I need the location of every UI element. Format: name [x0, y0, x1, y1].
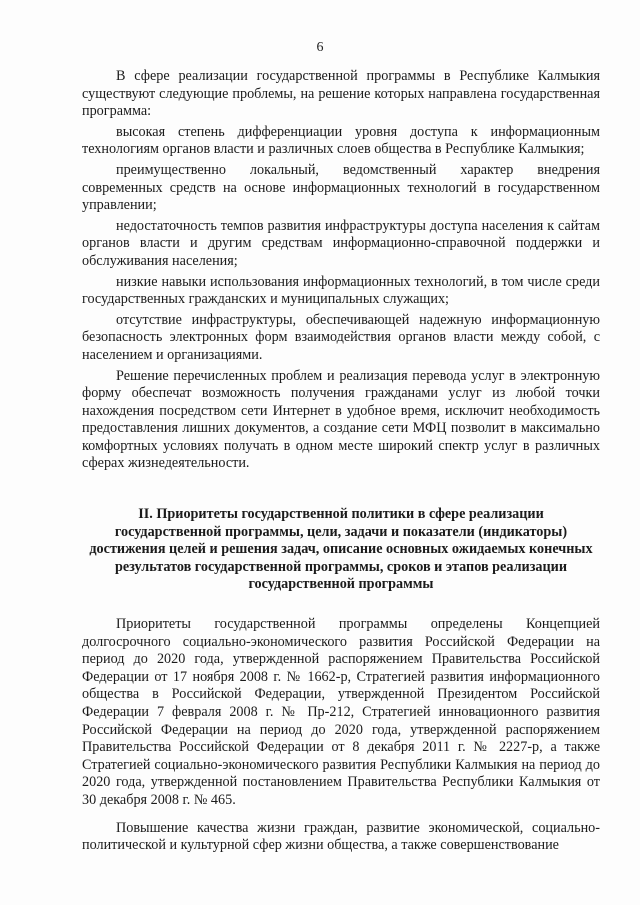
- priorities-paragraph: Приоритеты государственной программы определены Концепцией долгосрочного социально-экономического развития Российской Федерации на период до 2020 года, утвержденной распоряжением Правительства Российской Федерации от 17 ноября 2008 г. № 1662-р, Стратегией развития информационного общества в Российской Федерации, утвержденной Президентом Российской Федерации 7 февраля 2008 г. № Пр-212, Стратегией инновационного развития Российской Федерации на период до 2020 года, утвержденной распоряжением Правительства Российской Федерации от 8 декабря 2011 г. № 2227-р, а также Стратегией социально-экономического развития Республики Калмыкия на период до 2020 года, утвержденной постановлением Правительства Республики Калмыкия от 30 декабря 2008 г. № 465.: [82, 616, 600, 808]
- page-number: 6: [316, 40, 324, 55]
- problem-item: недостаточность темпов развития инфраструктуры доступа населения к сайтам органов власти и другим средствам информационно-справочной поддержки и обслуживания населения;: [82, 217, 600, 269]
- section-heading: II. Приоритеты государственной политики в сфере реализации государственной программы, цели, задачи и показатели (индикаторы) достижения целей и решения задач, описание основных ожидаемых конечных результатов государственной программы, сроков и этапов реализации государственной программы: [89, 506, 593, 593]
- problems-section: [82, 68, 600, 473]
- problem-item: преимущественно локальный, ведомственный характер внедрения современных средств на основе информационных технологий в государственном управлении;: [82, 161, 600, 214]
- priorities-section: [82, 616, 600, 855]
- page-content: [82, 68, 600, 855]
- quality-of-life-paragraph: Повышение качества жизни граждан, развитие экономической, социально-политической и культурной сфер жизни общества, а также совершенствование: [82, 819, 600, 854]
- problem-item: низкие навыки использования информационных технологий, в том числе среди государственных гражданских и муниципальных служащих;: [82, 273, 600, 308]
- intro-paragraph: В сфере реализации государственной программы в Республике Калмыкия существуют следующие проблемы, на решение которых направлена государственная программа:: [82, 68, 600, 120]
- problem-item: отсутствие инфраструктуры, обеспечивающей надежную информационную безопасность электронных форм взаимодействия органов власти между собой, с населением и организациями.: [82, 311, 600, 363]
- problem-item: высокая степень дифференциации уровня доступа к информационным технологиям органов власти и различных слоев общества в Республике Калмыкия;: [82, 123, 600, 158]
- solution-paragraph: Решение перечисленных проблем и реализация перевода услуг в электронную форму обеспечат возможность получения гражданами услуг из любой точки нахождения посредством сети Интернет в удобное время, исключит необходимость предоставления лишних документов, а создание сети МФЦ позволит в максимально комфортных условиях получать в одном месте широкий спектр услуг в различных сферах жизнедеятельности.: [82, 367, 600, 472]
